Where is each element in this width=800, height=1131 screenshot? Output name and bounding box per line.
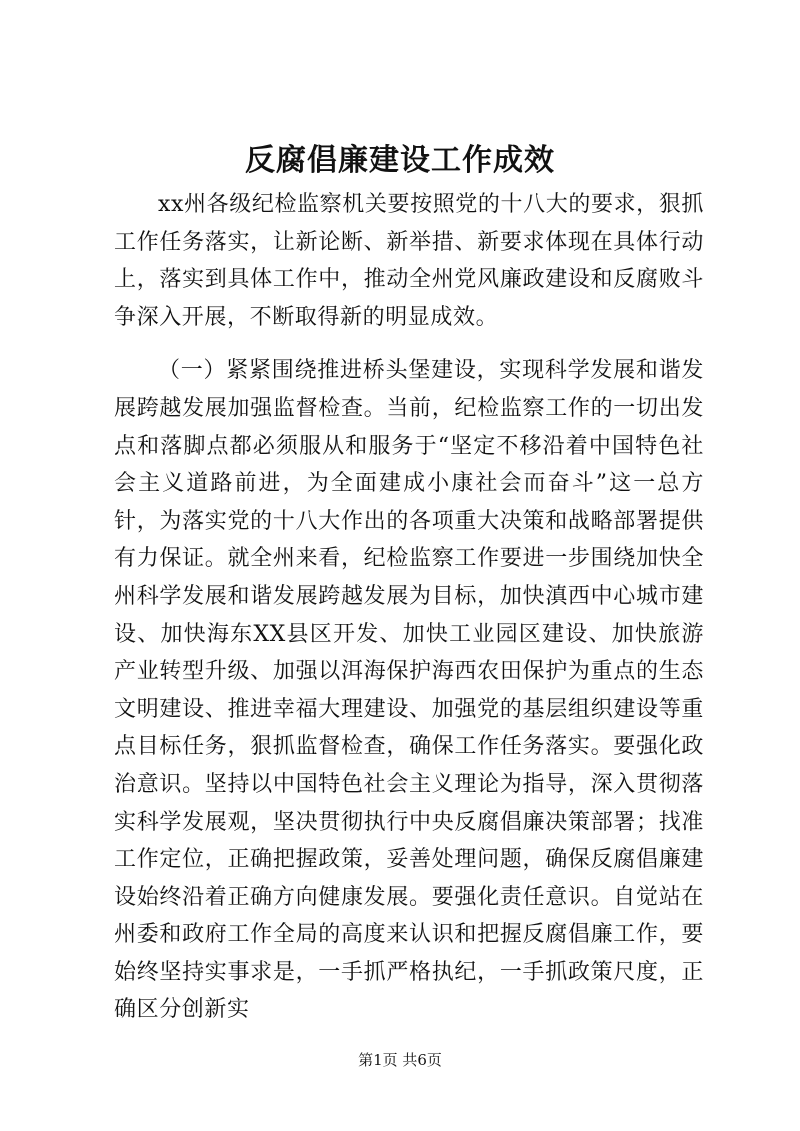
page-footer: 第1页 共6页 bbox=[358, 1051, 442, 1069]
paragraph-section-one: （一）紧紧围绕推进桥头堡建设，实现科学发展和谐发展跨越发展加强监督检查。当前，纪检监察工作的一切出发点和落脚点都必须服从和服务于“坚定不移沿着中国特色社会主义道路前进，为全面建成小康社会而奋斗”这一总方针，为落实党的十八大作出的各项重大决策和战略部署提供有力保证。就全州来看，纪检监察工作要进一步围绕加快全州科学发展和谐发展跨越发展为目标，加快滇西中心城市建设、加快海东XX县区开发、加快工业园区建设、加快旅游产业转型升级、加强以洱海保护海西农田保护为重点的生态文明建设、推进幸福大理建设、加强党的基层组织建设等重点目标任务，狠抓监督检查，确保工作任务落实。要强化政治意识。坚持以中国特色社会主义理论为指导，深入贯彻落实科学发展观，坚决贯彻执行中央反腐倡廉决策部署；找准工作定位，正确把握政策，妥善处理问题，确保反腐倡廉建设始终沿着正确方向健康发展。要强化责任意识。自觉站在州委和政府工作全局的高度来认识和把握反腐倡廉工作，要始终坚持实事求是，一手抓严格执纪，一手抓政策尺度，正确区分创新实 bbox=[114, 358, 704, 1023]
document-body bbox=[114, 186, 704, 1029]
paragraph-intro: xx州各级纪检监察机关要按照党的十八大的要求，狠抓工作任务落实，让新论断、新举措、新要求体现在具体行动上，落实到具体工作中，推动全州党风廉政建设和反腐败斗争深入开展，不断取得新的明显成效。 bbox=[114, 192, 704, 330]
paragraph-spacer bbox=[114, 336, 704, 352]
document-title: 反腐倡廉建设工作成效 bbox=[245, 143, 555, 178]
